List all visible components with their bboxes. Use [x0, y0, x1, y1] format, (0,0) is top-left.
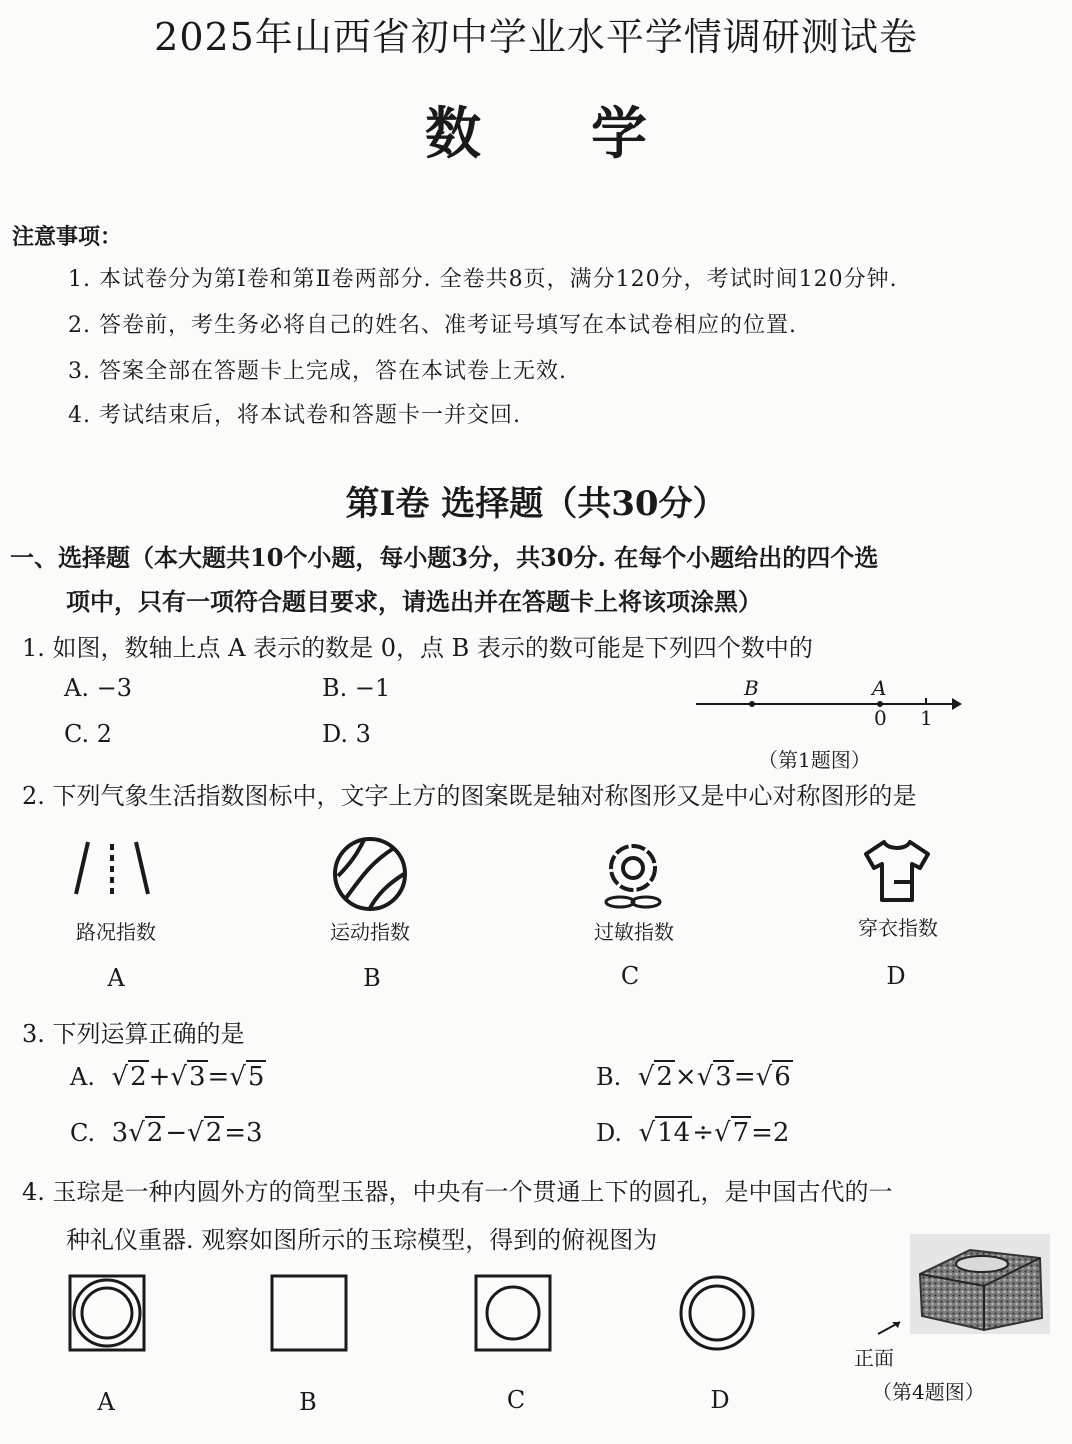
- option-a-square-double-circle: [68, 1274, 146, 1352]
- radicand: 3: [715, 1062, 732, 1092]
- q4-option-c: C: [506, 1386, 526, 1414]
- radicand: 6: [774, 1062, 791, 1092]
- option-d-double-circle: [678, 1274, 756, 1352]
- front-arrow-icon: [876, 1318, 906, 1338]
- radicand: 2: [205, 1118, 223, 1148]
- radicand: 3: [189, 1062, 206, 1092]
- coefficient: 3: [111, 1118, 129, 1148]
- radicand: 7: [732, 1118, 750, 1148]
- q4-option-a: A: [97, 1388, 115, 1416]
- subject-title: 数学: [425, 101, 757, 167]
- figure-4-caption: （第4题图）: [872, 1380, 985, 1404]
- flower-icon: [598, 836, 668, 912]
- notice-item: 1. 本试卷分为第Ⅰ卷和第Ⅱ卷两部分. 全卷共8页，满分120分，考试时间120分钟.: [68, 267, 898, 292]
- question-1-stem: 1. 如图，数轴上点 A 表示的数是 0，点 B 表示的数可能是下列四个数中的: [22, 634, 813, 662]
- icon-label-sport: 运动指数: [330, 920, 410, 944]
- operator: =: [207, 1062, 230, 1092]
- section-instructions-cont: 项中，只有一项符合题目要求，请选出并在答题卡上将该项涂黑）: [66, 587, 762, 616]
- icon-label-road: 路况指数: [76, 920, 156, 944]
- notice-item: 3. 答案全部在答题卡上完成，答在本试卷上无效.: [68, 359, 567, 384]
- q1-option-d: D. 3: [322, 720, 371, 748]
- q3-option-d: D. √14÷√7=2: [596, 1118, 790, 1148]
- question-3-stem: 3. 下列运算正确的是: [22, 1020, 245, 1048]
- operator: ÷: [692, 1118, 715, 1148]
- radicand: 2: [656, 1062, 673, 1092]
- option-letter: D.: [596, 1119, 623, 1147]
- shirt-icon: [860, 838, 934, 904]
- result: =3: [224, 1118, 263, 1148]
- result: =2: [751, 1118, 790, 1148]
- q2-option-d: D: [886, 962, 906, 990]
- notice-heading: 注意事项：: [12, 224, 123, 250]
- q3-option-a: A. √2+√3=√5: [70, 1062, 265, 1092]
- option-c-square-circle: [474, 1274, 552, 1352]
- point-a-label: A: [872, 676, 887, 700]
- radicand: 14: [657, 1118, 691, 1148]
- front-label: 正面: [854, 1346, 894, 1370]
- figure-1-caption: （第1题图）: [758, 748, 871, 772]
- radicand: 2: [146, 1118, 164, 1148]
- q2-option-c: C: [620, 962, 640, 990]
- q3-option-b: B. √2×√3=√6: [596, 1062, 791, 1092]
- q2-option-b: B: [363, 964, 381, 992]
- operator: −: [165, 1118, 188, 1148]
- icon-label-clothing: 穿衣指数: [858, 916, 938, 940]
- operator: ×: [674, 1062, 697, 1092]
- operator: =: [733, 1062, 756, 1092]
- radicand: 2: [130, 1062, 147, 1092]
- q3-option-c: C. 3√2−√2=3: [70, 1118, 263, 1148]
- q2-option-a: A: [107, 964, 125, 992]
- question-2-stem: 2. 下列气象生活指数图标中，文字上方的图案既是轴对称图形又是中心对称图形的是: [22, 782, 917, 810]
- icon-label-allergy: 过敏指数: [594, 920, 674, 944]
- exam-title: 2025年山西省初中学业水平学情调研测试卷: [154, 15, 918, 59]
- radicand: 5: [247, 1062, 265, 1092]
- question-4-stem: 4. 玉琮是一种内圆外方的筒型玉器，中央有一个贯通上下的圆孔，是中国古代的一: [22, 1178, 893, 1206]
- operator: +: [148, 1062, 171, 1092]
- q1-option-b: B. −1: [322, 674, 391, 702]
- q4-option-b: B: [299, 1388, 317, 1416]
- option-letter: B.: [596, 1063, 622, 1091]
- road-icon: [70, 840, 154, 896]
- section-instructions: 一、选择题（本大题共10个小题，每小题3分，共30分. 在每个小题给出的四个选: [10, 543, 879, 572]
- question-4-stem-cont: 种礼仪重器. 观察如图所示的玉琮模型，得到的俯视图为: [66, 1226, 658, 1254]
- tick-0-label: 0: [874, 706, 887, 730]
- q1-option-c: C. 2: [64, 720, 113, 748]
- point-b-label: B: [744, 676, 759, 700]
- notice-item: 4. 考试结束后，将本试卷和答题卡一并交回.: [68, 403, 521, 428]
- q1-option-a: A. −3: [64, 674, 132, 702]
- tick-1-label: 1: [920, 706, 933, 730]
- jade-cong-photo: [910, 1234, 1050, 1334]
- notice-item: 2. 答卷前，考生务必将自己的姓名、准考证号填写在本试卷相应的位置.: [68, 313, 797, 338]
- option-b-square: [270, 1274, 348, 1352]
- option-letter: C.: [70, 1119, 96, 1147]
- ball-icon: [332, 836, 408, 912]
- part-title: 第Ⅰ卷 选择题（共30分）: [345, 484, 727, 524]
- q4-option-d: D: [710, 1386, 730, 1414]
- option-letter: A.: [70, 1063, 95, 1091]
